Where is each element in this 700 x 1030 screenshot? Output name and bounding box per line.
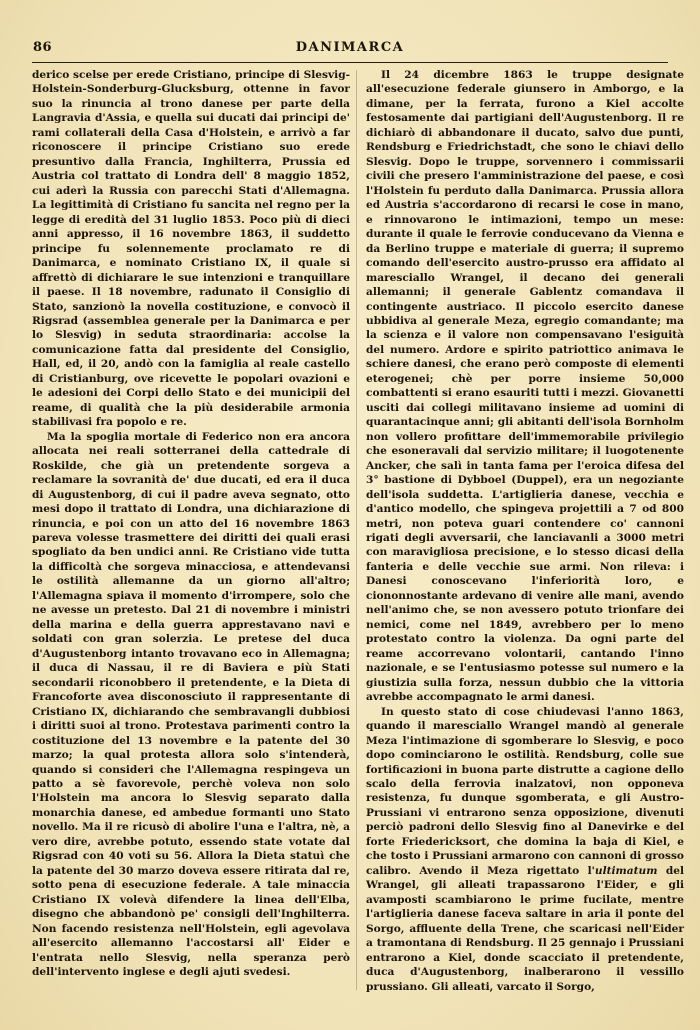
left-column <box>32 68 350 980</box>
header-rule <box>32 62 668 63</box>
body-paragraph: derico scelse per erede Cristiano, principe di Slesvig-Holstein-Sonderburg-Glucksburg, ottenne in favor suo la rinuncia al trono danese per parte della Langravia d'Assia, e quella sui ducati dai principi de' rami collaterali della Casa d'Holstein, e arrivò a far riconoscere il principe Cristiano suo erede presuntivo dalla Francia, Inghilterra, Prussia ed Austria col trattato di Londra dell' 8 maggio 1852, cui aderì la Russia con parecchi Stati d'Allemagna. La legittimità di Cristiano fu sancita nel regno per la legge di eredità del 31 luglio 1853. Poco più di dieci anni appresso, il 16 novembre 1863, il suddetto principe fu solennemente proclamato re di Danimarca, e nominato Cristiano IX, il quale si affrettò di dichiarare le sue intenzioni e tranquillare il paese. Il 18 novembre, radunato il Consiglio di Stato, sanzionò la novella costituzione, e convocò il Rigsrad (assemblea generale per la Danimarca e per lo Slesvig) in seduta straordinaria: accolse la comunicazione fatta dal presidente del Consiglio, Hall, ed, il 20, andò con la famiglia al reale castello di Cristianburg, ove ricevette le popolari ovazioni e le adesioni dei Corpi dello Stato e dei municipii del reame, di qualità che la più desiderabile armonia stabilivasi fra popolo e re. <box>32 69 350 429</box>
column-divider <box>356 70 357 990</box>
paragraph-text: del Wrangel, gli alleati trapassarono l'Eider, e gli avamposti scambiarono le prime fucilate, mentre l'artiglieria danese faceva saltare in aria il ponte del Sorgo, affluente della Trene, che scaricasi nell'Eider a tramontana di Rendsburg. Il 25 gennajo i Prussiani entrarono a Kiel, donde scacciato il pretendente, duca d'Augustenborg, inalberarono il vessillo prussiano. Gli alleati, varcato il Sorgo, <box>366 864 684 993</box>
body-paragraph <box>366 705 684 994</box>
italic-term: ultimatum <box>594 864 658 877</box>
body-paragraph: Ma la spoglia mortale di Federico non era ancora allocata nei reali sotterranei della cattedrale di Roskilde, che già un pretendente sorgeva a reclamare la sovranità de' due ducati, ed era il duca di Augustenborg, di cui il padre aveva segnato, otto mesi dopo il trattato di Londra, una dichiarazione di rinuncia, e poi con un atto del 16 novembre 1863 pareva volesse trasmettere dei diritti dei quali erasi spogliato da ben undici anni. Re Cristiano vide tutta la difficoltà che sorgeva minacciosa, e attendevansi le ostilità allemanne da un giorno all'altro; l'Allemagna spiava il momento d'irrompere, solo che ne avesse un pretesto. Dal 21 di novembre i ministri della marina e della guerra apprestavano navi e soldati con gran solerzia. Le pretese del duca d'Augustenborg intanto trovavano eco in Allemagna; il duca di Nassau, il re di Baviera e più Stati secondarii riconobbero il pretendente, e la Dieta di Francoforte avea disconosciuto il rappresentante di Cristiano IX, dichiarando che sembravangli dubbiosi i diritti suoi al trono. Protestava parimenti contro la costituzione del 13 novembre e la patente del 30 marzo; la qual protesta allora solo s'intenderà, quando si consideri che l'Allemagna respingeva un patto a sè favorevole, perchè voleva non solo l'Holstein ma ancora lo Slesvig separato dalla monarchia danese, ed ambedue formanti uno Stato novello. Ma il re ricusò di abolire l'una e l'altra, nè, a vero dire, avrebbe potuto, essendo state votate dal Rigsrad con 40 voti su 56. Allora la Dieta statuì che la patente del 30 marzo doveva essere ritirata dal re, sotto pena di esecuzione federale. A tale minaccia Cristiano IX volevà difendere la linea dell'Elba, disegno che abbandonò pe' consigli dell'Inghilterra. Non facendo resistenza nell'Holstein, egli agevolava all'esercito allemanno l'accostarsi all' Eider e l'entrata nello Slesvig, nella speranza però dell'intervento inglese e degli ajuti svedesi. <box>32 430 350 979</box>
paragraph-text: In questo stato di cose chiudevasi l'anno 1863, quando il maresciallo Wrangel mandò al generale Meza l'intimazione di sgomberare lo Slesvig, e poco dopo cominciarono le ostilità. Rendsburg, colle sue fortificazioni in buona parte distrutte a cagione dello scalo della ferrovia inalzatovi, non opponeva resistenza, fu dunque sgomberata, e gli Austro-Prussiani vi entrarono senza opposizione, divenuti perciò padroni dello Slesvig fino al Danevirke e del forte Friedericksort, che domina la baja di Kiel, e che tosto i Prussiani armarono con cannoni di grosso calibro. Avendo il Meza rigettato l' <box>366 705 684 877</box>
right-column <box>366 68 684 994</box>
page-header <box>33 40 667 60</box>
running-title: DANIMARCA <box>295 40 405 55</box>
body-paragraph: Il 24 dicembre 1863 le truppe designate all'esecuzione federale giunsero in Amborgo, e la dimane, per la ferrata, furono a Kiel accolte festosamente dai partigiani dell'Augustenborg. Il re dichiarò di abbandonare il ducato, salvo due punti, Rendsburg e Friedrichstadt, che sono le chiavi dello Slesvig. Dopo le truppe, sorvennero i commissarii civili che presero l'amministrazione del paese, e così l'Holstein fu perduto dalla Danimarca. Prussia allora ed Austria s'accordarono di recarsi le cose in mano, e rinnovarono le intimazioni, tempo un mese: durante il quale le ferrovie conducevano da Vienna e da Berlino truppe e materiale di guerra; il supremo comando dell'esercito austro-prusso era affidato al maresciallo Wrangel, il decano dei generali allemanni; il generale Gablentz comandava il contingente austriaco. Il piccolo esercito danese ubbidiva al generale Meza, egregio comandante; ma la scienza e il valore non compensavano l'esiguità del numero. Ardore e spirito patriottico animava le schiere danesi, che erano però composte di elementi eterogenei; chè per porre insieme 50,000 combattenti si erano esauriti tutti i mezzi. Giovanetti usciti dai collegi militavano insieme ad uomini di quarantacinque anni; gli abitanti dell'isola Bornholm non vollero profittare dell'immemorabile privilegio che esoneravali dal servizio militare; il luogotenente Ancker, che salì in tanta fama per l'eroica difesa del 3° bastione di Dybboel (Duppel), era un negoziante dell'isola suddetta. L'artiglieria danese, vecchia e d'antico modello, che spingeva projettili a 7 od 800 metri, non poteva guari contendere co' cannoni rigati degli avversarii, che lanciavanli a 3000 metri con maravigliosa precisione, e lo stesso dicasi della fanteria e delle vecchie sue armi. Non rileva: i Danesi conoscevano l'inferiorità loro, e ciononnostante ardevano di venire alle mani, avendo nell'animo che, se non avessero potuto trionfare dei nemici, come nel 1849, avrebbero per lo meno protestato contro la violenza. Da ogni parte del reame accorrevano volontarii, cantando l'inno nazionale, e se l'entusiasmo potesse sul numero e la giustizia sulla forza, nessun dubbio che la vittoria avrebbe accompagnato le armi danesi. <box>366 69 684 704</box>
page-number: 86 <box>33 40 53 55</box>
